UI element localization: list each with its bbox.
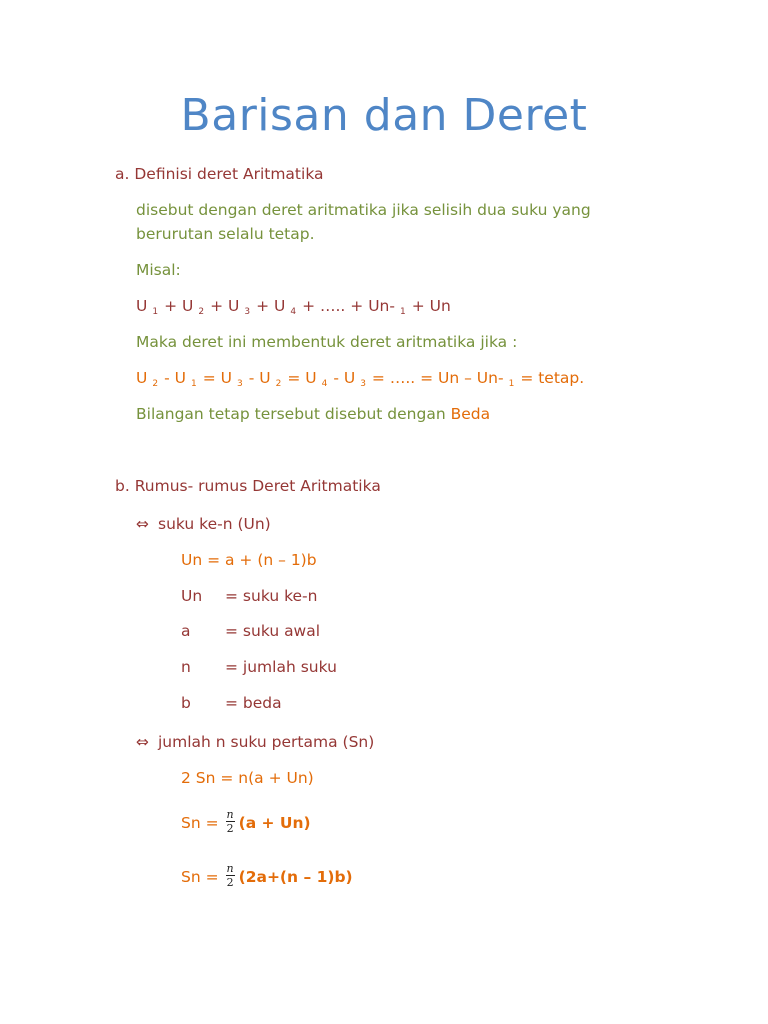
fraction-denominator: 2 xyxy=(226,876,234,889)
series-term: + ….. + Un- xyxy=(302,297,395,315)
formula-2sn: 2 Sn = n(a + Un) xyxy=(181,769,314,787)
double-arrow-icon: ⇔ xyxy=(136,515,149,533)
definition-meaning: = jumlah suku xyxy=(225,658,337,676)
formula-sn-1 xyxy=(181,810,311,837)
definition-meaning: = beda xyxy=(225,694,282,712)
formula-rhs: (a + Un) xyxy=(238,814,311,832)
condition-subscript: 1 xyxy=(190,379,197,389)
series-term: U xyxy=(136,297,148,315)
bilangan-text xyxy=(136,403,490,425)
definition-symbol: b xyxy=(181,694,191,712)
definition-row xyxy=(181,656,337,678)
definition-row xyxy=(181,585,317,607)
condition-term: = U xyxy=(202,369,232,387)
condition-term: = tetap. xyxy=(520,369,585,387)
definition-symbol: n xyxy=(181,658,191,676)
formula-lhs: Sn = xyxy=(181,814,219,832)
condition-subscript: 1 xyxy=(508,379,515,389)
section-a-heading: a. Definisi deret Aritmatika xyxy=(115,165,324,183)
fraction-denominator: 2 xyxy=(226,822,234,835)
fraction-numerator: n xyxy=(226,808,234,821)
definition-meaning: = suku awal xyxy=(225,622,321,640)
fraction-numerator: n xyxy=(226,862,234,875)
series-term: + U xyxy=(256,297,286,315)
condition-term: - U xyxy=(333,369,356,387)
page-title: Barisan dan Deret xyxy=(180,90,588,141)
bullet-item-jumlah xyxy=(136,731,374,753)
series-subscript: 3 xyxy=(244,307,251,317)
definition-symbol: Un xyxy=(181,587,203,605)
condition-term: = ….. = Un – Un- xyxy=(371,369,504,387)
series-subscript: 1 xyxy=(152,307,159,317)
fraction-n-over-2 xyxy=(226,808,235,835)
misal-label: Misal: xyxy=(136,261,181,279)
condition-subscript: 3 xyxy=(360,379,366,389)
definition-row xyxy=(181,692,282,714)
condition-subscript: 2 xyxy=(152,379,159,389)
series-subscript: 2 xyxy=(198,307,205,317)
condition-subscript: 3 xyxy=(236,379,243,389)
bullet-item-label: suku ke-n (Un) xyxy=(158,515,271,533)
series-term: + U xyxy=(164,297,194,315)
bullet-item-label: jumlah n suku pertama (Sn) xyxy=(158,733,375,751)
condition-term: U xyxy=(136,369,148,387)
section-b-heading: b. Rumus- rumus Deret Aritmatika xyxy=(115,477,381,495)
bilangan-label: Bilangan tetap tersebut disebut dengan xyxy=(136,405,446,423)
definition-row xyxy=(181,620,320,642)
fraction-n-over-2 xyxy=(226,862,235,889)
formula-sn-2 xyxy=(181,864,353,891)
formula-lhs: Sn = xyxy=(181,868,219,886)
definition-symbol: a xyxy=(181,622,191,640)
condition-expression xyxy=(136,367,584,392)
series-expression xyxy=(136,295,451,320)
definition-text-line-2: berurutan selalu tetap. xyxy=(136,225,315,243)
condition-subscript: 4 xyxy=(321,379,328,389)
condition-term: - U xyxy=(164,369,186,387)
bullet-item-suku xyxy=(136,513,271,535)
condition-subscript: 2 xyxy=(275,379,282,389)
series-term: + U xyxy=(210,297,240,315)
series-subscript: 1 xyxy=(399,307,406,317)
definition-text-line-1: disebut dengan deret aritmatika jika selisih dua suku yang xyxy=(136,201,591,219)
maka-text: Maka deret ini membentuk deret aritmatika jika : xyxy=(136,333,518,351)
series-term: + Un xyxy=(411,297,451,315)
definition-meaning: = suku ke-n xyxy=(225,587,318,605)
beda-term: Beda xyxy=(450,405,491,423)
double-arrow-icon: ⇔ xyxy=(136,733,149,751)
condition-term: = U xyxy=(287,369,317,387)
condition-term: - U xyxy=(248,369,271,387)
formula-rhs: (2a+(n – 1)b) xyxy=(238,868,353,886)
formula-un: Un = a + (n – 1)b xyxy=(181,551,317,569)
series-subscript: 4 xyxy=(290,307,297,317)
